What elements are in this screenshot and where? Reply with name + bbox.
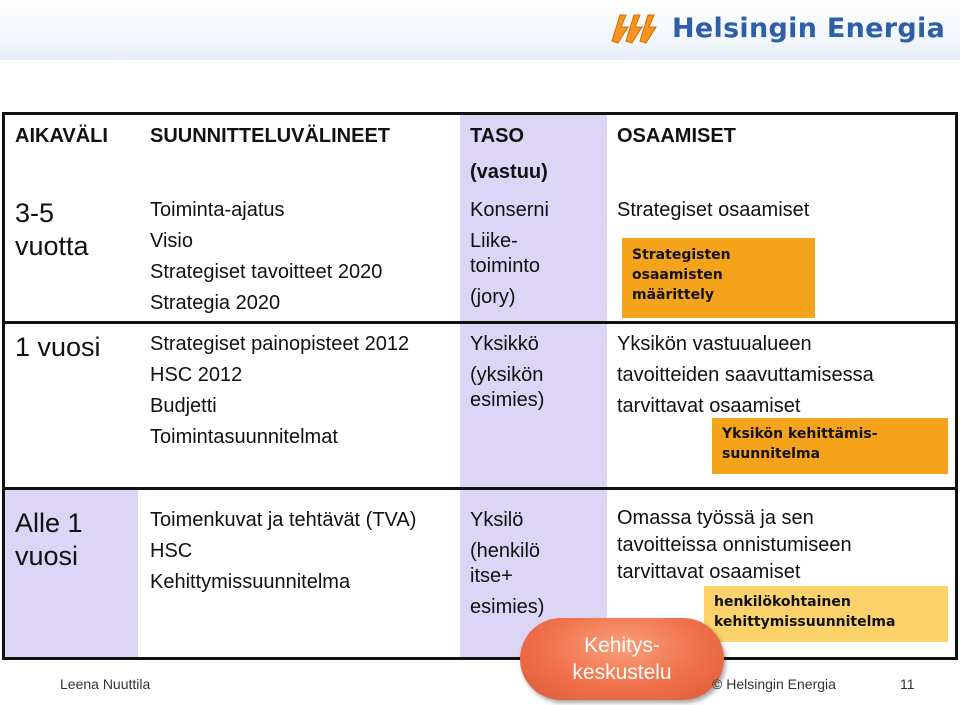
skill-line: Omassa työssä ja sen — [617, 507, 814, 529]
level-line: esimies) — [470, 596, 545, 618]
level-line: Yksikkö — [470, 333, 539, 355]
footer-page-number: 11 — [900, 676, 915, 692]
skill-line: tarvittavat osaamiset — [617, 395, 801, 417]
level-line: itse+ — [470, 565, 513, 587]
callout-line: kehittymissuunnitelma — [714, 614, 896, 630]
header-aikavali: AIKAVÄLI — [15, 125, 108, 147]
level-cell — [470, 329, 544, 416]
tool-item: Strategia 2020 — [150, 292, 281, 314]
tool-item: Strategiset tavoitteet 2020 — [150, 261, 383, 283]
level-cell — [470, 195, 549, 313]
footer-copyright: © Helsingin Energia — [712, 676, 836, 692]
skill-line: tavoitteiden saavuttamisessa — [617, 364, 874, 386]
callout-line: Yksikön kehittämis- — [722, 426, 878, 442]
callout-henkilokohtainen — [704, 586, 948, 642]
period-line: Alle 1 — [15, 508, 83, 538]
callout-line: määrittely — [632, 287, 714, 303]
skills-cell — [617, 195, 809, 226]
header-osaamiset: OSAAMISET — [617, 125, 736, 147]
period-line: 1 vuosi — [15, 332, 101, 362]
row-divider — [5, 321, 955, 324]
skills-cell — [617, 329, 874, 422]
header-vastuu: (vastuu) — [470, 161, 548, 183]
skill-line: Strategiset osaamiset — [617, 199, 810, 221]
level-line: (jory) — [470, 286, 516, 308]
level-cell — [470, 505, 544, 623]
header-taso: TASO — [470, 125, 525, 147]
skill-line: tavoitteissa onnistumiseen — [617, 534, 852, 556]
brand-name: Helsingin Energia — [672, 12, 946, 44]
callout-strategisten-osaamisten — [622, 238, 815, 318]
level-line: (yksikön — [470, 364, 544, 386]
callout-line: henkilökohtainen — [714, 594, 851, 610]
header-row — [5, 115, 955, 185]
brand-logo — [610, 8, 945, 48]
level-line: Liike- — [470, 230, 518, 252]
period-line: 3-5 — [15, 198, 55, 228]
footer-author: Leena Nuuttila — [60, 676, 151, 692]
callout-line: osaamisten — [632, 267, 723, 283]
skills-cell — [617, 505, 852, 586]
period-line: vuosi — [15, 541, 79, 571]
level-line: (henkilö — [470, 540, 541, 562]
period-cell — [15, 507, 83, 573]
pill-line: keskustelu — [572, 661, 672, 684]
tool-item: Visio — [150, 230, 193, 252]
tools-cell — [150, 195, 382, 319]
tool-item: Strategiset painopisteet 2012 — [150, 333, 410, 355]
period-cell — [15, 197, 89, 263]
tool-item: Toimenkuvat ja tehtävät (TVA) — [150, 509, 417, 531]
callout-line: suunnitelma — [722, 446, 821, 462]
callout-yksikon-kehittamissuunnitelma — [712, 418, 948, 474]
level-line: Yksilö — [470, 509, 524, 531]
period-cell — [15, 331, 101, 364]
pill-line: Kehitys- — [584, 634, 660, 657]
tool-item: Toimintasuunnitelmat — [150, 426, 338, 448]
planning-table — [2, 112, 958, 660]
level-line: toiminto — [470, 255, 541, 277]
tools-cell — [150, 505, 416, 598]
tool-item: Budjetti — [150, 395, 217, 417]
level-line: Konserni — [470, 199, 549, 221]
tool-item: HSC 2012 — [150, 364, 243, 386]
skill-line: tarvittavat osaamiset — [617, 561, 801, 583]
row-divider — [5, 487, 955, 490]
kehityskeskustelu-pill — [520, 618, 724, 700]
tool-item: Toiminta-ajatus — [150, 199, 285, 221]
tool-item: HSC — [150, 540, 193, 562]
period-line: vuotta — [15, 231, 89, 261]
tools-cell — [150, 329, 409, 453]
callout-line: Strategisten — [632, 247, 731, 263]
lightning-logo-icon — [610, 11, 664, 45]
skill-line: Yksikön vastuualueen — [617, 333, 812, 355]
header-valineet: SUUNNITTELUVÄLINEET — [150, 125, 390, 147]
tool-item: Kehittymissuunnitelma — [150, 571, 351, 593]
level-line: esimies) — [470, 389, 545, 411]
